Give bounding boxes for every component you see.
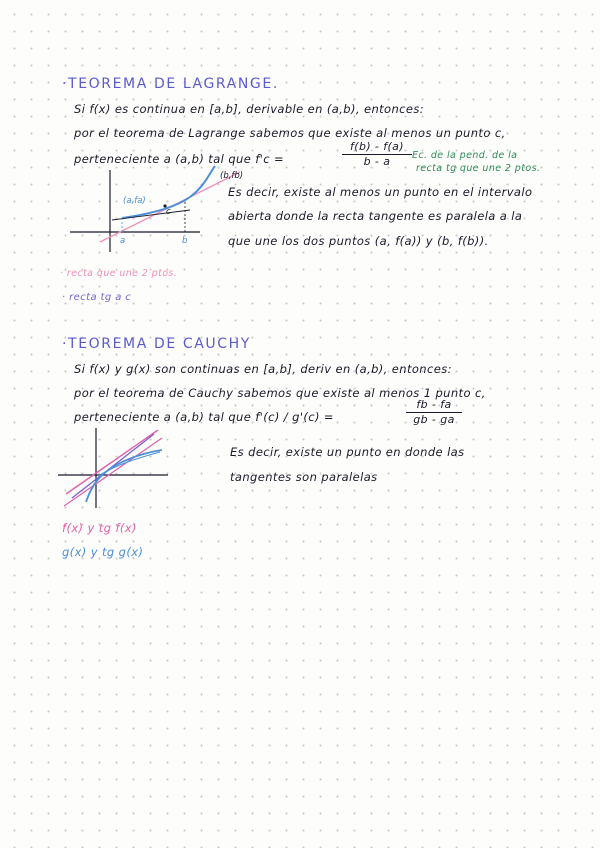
- cauchy-graph: [58, 428, 168, 508]
- cauchy-fraction-denominator: gb - ga: [413, 413, 455, 426]
- lagrange-title: ·TEOREMA DE LAGRANGE.: [62, 76, 279, 92]
- lagrange-label-point-b: (b,fb): [220, 171, 244, 181]
- cauchy-line-3: perteneciente a (a,b) tal que f'(c) / g'(c) =: [74, 410, 334, 424]
- cauchy-explain-2: tangentes son paralelas: [230, 470, 378, 484]
- cauchy-explain-1: Es decir, existe un punto en donde las: [230, 445, 465, 459]
- cauchy-legend-pink: f(x) y tg f(x): [62, 521, 137, 535]
- lagrange-fraction: [342, 140, 412, 168]
- lagrange-fraction-denominator: b - a: [363, 155, 391, 168]
- lagrange-green-note-2: recta tg que une 2 ptos.: [416, 163, 541, 174]
- cauchy-line-1: Si f(x) y g(x) son continuas en [a,b], deriv en (a,b), entonces:: [74, 362, 452, 376]
- lagrange-explain-2: abierta donde la recta tangente es paralela a la: [228, 209, 523, 223]
- lagrange-explain-3: que une los dos puntos (a, f(a)) y (b, f(b)).: [228, 234, 489, 248]
- cauchy-fraction-numerator: fb - fa: [406, 398, 462, 413]
- cauchy-fraction: [406, 398, 462, 426]
- lagrange-fraction-numerator: f(b) - f(a): [342, 140, 412, 155]
- lagrange-line-3: perteneciente a (a,b) tal que f'c =: [74, 152, 285, 166]
- lagrange-line-2: por el teorema de Lagrange sabemos que existe al menos un punto c,: [74, 126, 506, 140]
- lagrange-green-note-1: Ec. de la pend. de la: [412, 150, 518, 161]
- lagrange-legend-pink: · recta que une 2 ptos.: [60, 268, 178, 279]
- cauchy-title: ·TEOREMA DE CAUCHY: [62, 336, 251, 352]
- lagrange-graph: [70, 162, 200, 252]
- cauchy-line-2: por el teorema de Cauchy sabemos que existe al menos 1 punto c,: [74, 386, 486, 400]
- lagrange-label-c: c: [166, 207, 171, 217]
- cauchy-legend-blue: g(x) y tg g(x): [62, 545, 144, 559]
- lagrange-label-a: a: [120, 236, 126, 246]
- lagrange-line-1: Si f(x) es continua en [a,b], derivable en (a,b), entonces:: [74, 102, 425, 116]
- lagrange-label-point-a: (a,fa): [123, 196, 146, 206]
- lagrange-legend-blue: · recta tg a c: [62, 292, 132, 303]
- lagrange-label-b: b: [182, 236, 188, 246]
- lagrange-explain-1: Es decir, existe al menos un punto en el intervalo: [228, 185, 533, 199]
